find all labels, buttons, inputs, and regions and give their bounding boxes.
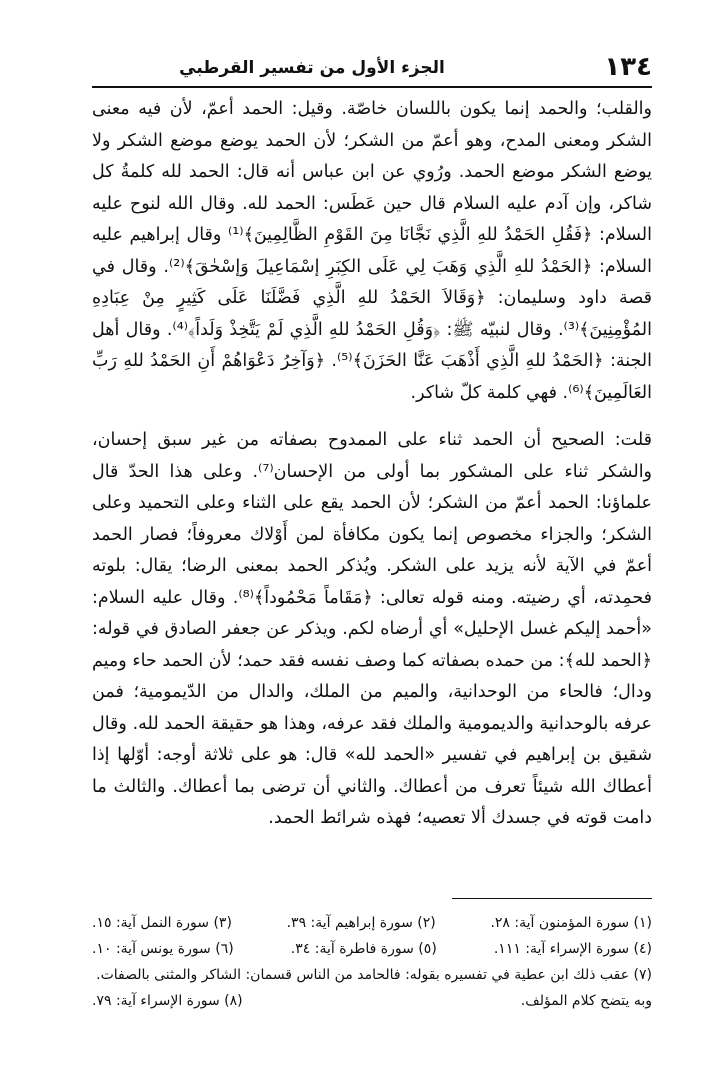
paragraph-1: والقلب؛ والحمد إنما يكون باللسان خاصّة. وقيل: الحمد أعمّ، لأن فيه معنى الشكر ومعنى المدح، وهو أعمّ من الشكر؛ لأن الحمد يوضع موضع الشكر ولا يوضع الشكر موضع الحمد. ورُوي عن ابن عباس أنه قال: الحمد لله كلمةُ كل شاكر، وإن آدم عليه السلام قال حين عَطَس: الحمد لله. وقال الله لنوح عليه السلام: ﴿فَقُلِ الحَمْدُ للهِ الَّذِي نَجَّانَا مِنَ القَوْمِ الظَّالِمِينَ﴾⁽¹⁾ وقال إبراهيم عليه السلام: ﴿الحَمْدُ للهِ الَّذِي وَهَبَ لِي عَلَى الكِبَرِ إسْمَاعِيلَ وَإسْحٰقَ﴾⁽²⁾. وقال في قصة داود وسليمان: ﴿وَقَالاَ الحَمْدُ للهِ الَّذِي فَضَّلَنَا عَلَى كَثِيرٍ مِنْ عِبَادِهِ المُؤْمِنِينَ﴾⁽³⁾. وقال لنبيّه ﷺ: ﴿وَقُلِ الحَمْدُ للهِ الَّذِي لَمْ يَتَّخِذْ وَلَداً﴾⁽⁴⁾. وقال أهل الجنة: ﴿الحَمْدُ للهِ الَّذِي أَذْهَبَ عَنَّا الحَزَنَ﴾⁽⁵⁾. ﴿وَآخِرُ دَعْوَاهُمْ أَنِ الحَمْدُ للهِ رَبِّ العَالَمِينَ﴾⁽⁶⁾. فهي كلمة كلّ شاكر. xyxy=(92,99,653,403)
page-number: ١٣٤ xyxy=(604,52,652,82)
paragraph-2: قلت: الصحيح أن الحمد ثناء على الممدوح بصفاته من غير سبق إحسان، والشكر ثناء على المشكور بما أولى من الإحسان⁽⁷⁾. وعلى هذا الحدّ قال علماؤنا: الحمد أعمّ من الشكر؛ لأن الحمد يقع على الثناء وعلى التحميد وعلى الشكر؛ والجزاء مخصوص إنما يكون مكافأة لمن أَوْلاك معروفاً؛ فصار الحمد أعمّ في الآية لأنه يزيد على الشكر. ويُذكر الحمد بمعنى الرضا؛ يقال: بلوته فحمِدته، أي رضيته. ومنه قوله تعالى: ﴿مَقَاماً مَحْمُوداً﴾⁽⁸⁾. وقال عليه السلام: «أحمد إليكم غسل الإحليل» أي أرضاه لكم. ويذكر عن جعفر الصادق في قوله: ﴿الحمد لله﴾: من حمده بصفاته كما وصف نفسه فقد حمد؛ لأن الحمد حاء وميم ودال؛ فالحاء من الوحدانية، والميم من الملك، والدال من الدّيمومية؛ فمن عرفه بالوحدانية والديمومية والملك فقد عرفه، وهذا هو حقيقة الحمد لله. وقال شقيق بن إبراهيم في تفسير «الحمد لله» قال: هو على ثلاثة أوجه: أوّلها إذا أعطاك الله شيئاً تعرف من أعطاك. والثاني أن ترضى بما أعطاك. والثالث ما دامت قوته في جسدك ألا تعصيه؛ فهذه شرائط الحمد. xyxy=(92,430,653,828)
footnote-row-4 xyxy=(92,988,652,1014)
footnote-1: (١) سورة المؤمنون آية: ٢٨. xyxy=(490,915,652,931)
main-text xyxy=(92,94,652,835)
page-header xyxy=(92,52,652,88)
footnote-4: (٤) سورة الإسراء آية: ١١١. xyxy=(493,941,652,957)
footnote-divider xyxy=(452,898,652,899)
footnote-8: (٨) سورة الإسراء آية: ٧٩. xyxy=(92,993,243,1009)
footnote-6: (٦) سورة يونس آية: ١٠. xyxy=(92,941,234,957)
footnote-3: (٣) سورة النمل آية: ١٥. xyxy=(92,915,232,931)
footnotes xyxy=(92,910,652,1014)
footnote-7: (٧) عقب ذلك ابن عطية في تفسيره بقوله: فالحامد من الناس قسمان: الشاكر والمثنى بالصفات. xyxy=(96,967,652,983)
footnote-7-continued: وبه يتضح كلام المؤلف. xyxy=(520,993,652,1009)
footnote-row-1 xyxy=(92,910,652,936)
running-title: الجزء الأول من تفسير القرطبي xyxy=(179,58,445,78)
footnote-2: (٢) سورة إبراهيم آية: ٣٩. xyxy=(286,915,436,931)
footnote-row-2 xyxy=(92,936,652,962)
footnote-5: (٥) سورة فاطرة آية: ٣٤. xyxy=(290,941,437,957)
